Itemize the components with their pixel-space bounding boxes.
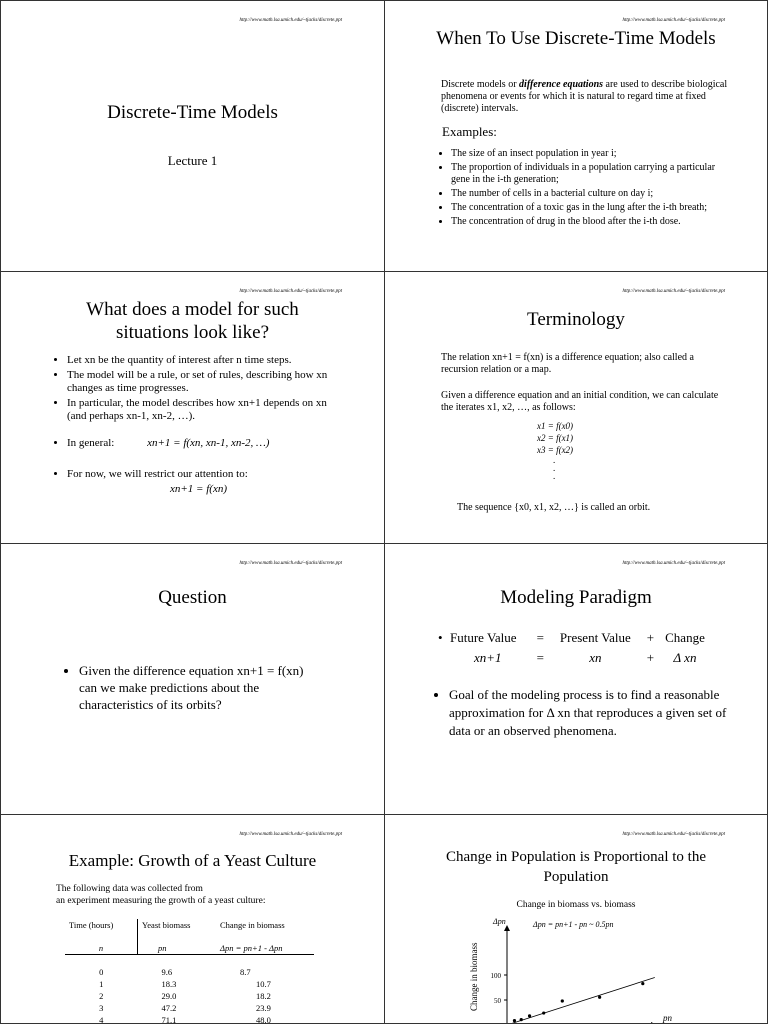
slide-1-subtitle: Lecture 1 xyxy=(167,153,218,168)
slide-7 xyxy=(0,814,385,1024)
slide-4 xyxy=(384,271,768,544)
table-row: 4 71.1 48.0 xyxy=(99,1015,271,1024)
list-item: • The size of an insect population in year i; xyxy=(451,148,719,160)
slide-1-title: Discrete-Time Models xyxy=(107,102,278,123)
source-url: http://www.math.lsa.umich.edu/~tjacks/discrete.ppt xyxy=(239,561,342,566)
table-row: 1 18.3 10.7 xyxy=(99,979,271,989)
present-value-label: Present Value xyxy=(559,630,631,645)
slide-2-title: When To Use Discrete-Time Models xyxy=(436,28,716,49)
biomass-scatter-chart xyxy=(455,911,675,1024)
slide-5-title: Question xyxy=(158,587,227,608)
table-row: 3 47.2 23.9 xyxy=(99,1003,271,1013)
source-url: http://www.math.lsa.umich.edu/~tjacks/discrete.ppt xyxy=(622,18,725,23)
column-subheader: pn xyxy=(138,942,217,955)
slide-6-title: Modeling Paradigm xyxy=(500,587,652,608)
slide-2-intro: Discrete models or difference equations are used to describe biological phenomena or events for which it is natural to regard time at fixed (discrete) intervals. xyxy=(441,79,728,114)
plot-title: Change in biomass vs. biomass xyxy=(516,900,636,910)
list-item: • The concentration of a toxic gas in the lung after the i-th breath; xyxy=(451,202,719,214)
data-point xyxy=(561,999,564,1002)
column-subheader: n xyxy=(65,942,138,955)
slide-3-title: What does a model for such situations look like? xyxy=(86,299,299,343)
general-label: In general: xyxy=(67,437,115,449)
list-item: • For now, we will restrict our attention to: xyxy=(67,468,344,481)
slide-7-intro: The following data was collected from an experiment measuring the growth of a yeast culture: xyxy=(56,884,266,906)
slide-3 xyxy=(0,271,385,544)
column-header: Time (hours) xyxy=(69,920,114,930)
yeast-data-table xyxy=(65,919,314,1024)
slide-1 xyxy=(0,0,385,272)
column-header: Change in biomass xyxy=(220,920,285,930)
column-subheader: Δpn = pn+1 - Δpn xyxy=(216,942,314,955)
source-url: http://www.math.lsa.umich.edu/~tjacks/discrete.ppt xyxy=(622,289,725,294)
slide-2-examples-label: Examples: xyxy=(442,124,497,139)
y-axis-symbol: Δpn xyxy=(493,917,506,926)
slide-8 xyxy=(384,814,768,1024)
source-url: http://www.math.lsa.umich.edu/~tjacks/discrete.ppt xyxy=(622,832,725,837)
data-point xyxy=(520,1018,523,1021)
y-axis-label: Change in biomass xyxy=(469,942,479,1011)
slide-5-bullet xyxy=(65,662,314,715)
slide-6-paradigm: • Future Value = Present Value + Change xn+1 = xn + Δ xn • Goal of the modeling process is to find a reasonable approximation for Δ xn that reproduces a given set of data or an observed phenomena. xyxy=(437,628,737,742)
data-point xyxy=(641,982,644,985)
list-item: • In particular, the model describes how xn+1 depends on xn (and perhaps xn-1, xn-2, …). xyxy=(67,397,344,423)
table-row: 2 29.0 18.2 xyxy=(99,991,271,1001)
y-tick-label: 50 xyxy=(494,997,501,1005)
change-label: Change xyxy=(665,630,705,645)
list-item: • Let xn be the quantity of interest after n time steps. xyxy=(67,354,344,367)
table-row: 0 9.6 8.7 xyxy=(99,967,251,977)
restricted-equation: xn+1 = f(xn) xyxy=(170,483,227,495)
slide-2-bullets xyxy=(437,148,719,230)
data-point xyxy=(513,1019,516,1022)
slide-6 xyxy=(384,543,768,815)
data-point xyxy=(542,1011,545,1014)
slide-2 xyxy=(384,0,768,272)
slide-7-title: Example: Growth of a Yeast Culture xyxy=(68,851,317,870)
source-url: http://www.math.lsa.umich.edu/~tjacks/discrete.ppt xyxy=(622,561,725,566)
slide-4-p3: The sequence {x0, x1, x2, …} is called an orbit. xyxy=(457,502,651,513)
source-url: http://www.math.lsa.umich.edu/~tjacks/discrete.ppt xyxy=(239,18,342,23)
x-axis-symbol: pn xyxy=(663,1013,672,1023)
list-item xyxy=(67,437,344,450)
general-equation: xn+1 = f(xn, xn-1, xn-2, …) xyxy=(147,437,270,449)
data-point xyxy=(598,996,601,999)
slide-4-iterates: x1 = f(x0) x2 = f(x1) x3 = f(x2) . . . xyxy=(537,421,574,481)
list-item: • Given the difference equation xn+1 = f(xn) can we make predictions about the characteristics of its orbits? xyxy=(79,662,314,713)
y-tick-label: 100 xyxy=(490,972,501,980)
list-item: • Goal of the modeling process is to find a reasonable approximation for Δ xn that reproduces a given set of data or an observed phenomena. xyxy=(449,686,737,740)
list-item: • The number of cells in a bacterial culture on day i; xyxy=(451,188,719,200)
source-url: http://www.math.lsa.umich.edu/~tjacks/discrete.ppt xyxy=(239,832,342,837)
column-header: Yeast biomass xyxy=(138,919,217,931)
slide-8-title: Change in Population is Proportional to the Population xyxy=(446,849,706,885)
slide-3-bullets xyxy=(53,354,344,496)
slide-5 xyxy=(0,543,385,815)
source-url: http://www.math.lsa.umich.edu/~tjacks/discrete.ppt xyxy=(239,289,342,294)
slide-4-p2: Given a difference equation and an initial condition, we can calculate the iterates x1, x2, …, as follows: xyxy=(441,390,719,413)
list-item: • The model will be a rule, or set of rules, describing how xn changes as time progresses. xyxy=(67,369,344,395)
y-ticks xyxy=(491,972,508,1005)
data-point xyxy=(528,1014,531,1017)
list-item: • The proportion of individuals in a population carrying a particular gene in the i-th generation; xyxy=(451,162,719,186)
future-value-label: Future Value xyxy=(450,630,517,645)
data-points xyxy=(507,978,655,1024)
list-item: • The concentration of drug in the blood after the i-th dose. xyxy=(451,216,719,228)
slide-4-title: Terminology xyxy=(527,309,625,330)
trend-formula: Δpn = pn+1 - pn ~ 0.5pn xyxy=(533,920,614,929)
slide-4-p1: The relation xn+1 = f(xn) is a difference equation; also called a recursion relation or a map. xyxy=(441,352,694,375)
